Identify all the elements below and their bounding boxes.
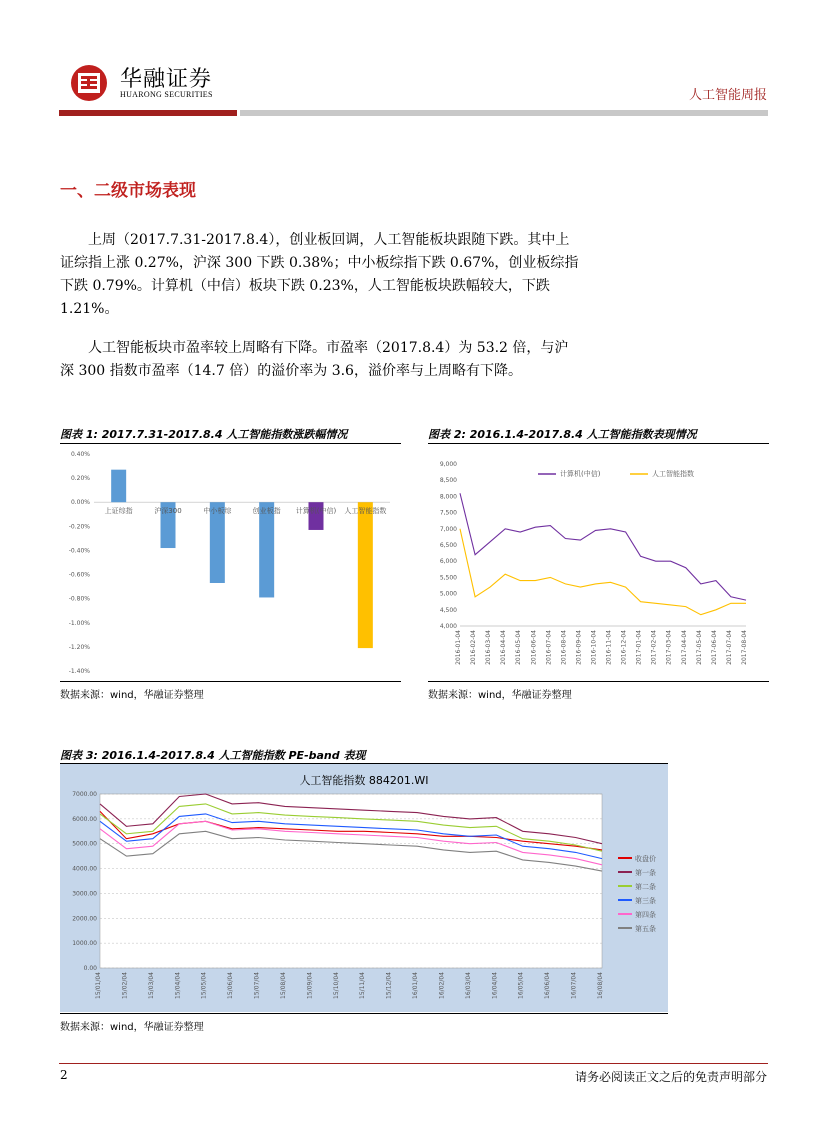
category-label: 中小板综	[203, 507, 232, 516]
y-tick-label: 5,000	[439, 590, 457, 598]
x-tick-label: 16/05/04	[517, 972, 525, 999]
bar	[358, 502, 373, 648]
company-name-en: HUARONG SECURITIES	[120, 90, 213, 99]
x-tick-label: 2017-07-04	[725, 630, 733, 665]
figure2-caption-rule	[428, 443, 769, 444]
x-tick-label: 2016-01-04	[455, 630, 462, 665]
y-tick-label: 8,000	[439, 493, 457, 501]
x-tick-label: 15/09/04	[306, 972, 314, 999]
bar	[111, 470, 126, 503]
legend-label: 第五条	[635, 925, 656, 933]
x-tick-label: 15/06/04	[227, 972, 235, 999]
report-type: 人工智能周报	[688, 88, 767, 103]
legend-label: 人工智能指数	[652, 470, 694, 478]
figure3-caption: 图表 3: 2016.1.4-2017.8.4 人工智能指数 PE-band 表现	[60, 749, 366, 762]
x-tick-label: 16/08/04	[597, 972, 604, 999]
legend-label: 第三条	[635, 897, 656, 905]
x-tick-label: 16/02/04	[438, 972, 446, 999]
y-tick-label: 4000.00	[72, 865, 97, 873]
x-tick-label: 16/04/04	[491, 972, 499, 999]
figure2-source: 数据来源：wind，华融证券整理	[428, 690, 572, 701]
x-tick-label: 2017-02-04	[650, 630, 658, 665]
x-tick-label: 15/05/04	[200, 972, 208, 999]
company-logo	[70, 64, 108, 102]
y-tick-label: 4,000	[439, 623, 457, 630]
y-tick-label: -0.20%	[68, 523, 90, 531]
x-tick-label: 2016-10-04	[590, 630, 598, 665]
paragraph-2: 人工智能板块市盈率较上周略有下降。市盈率（2017.8.4）为 53.2 倍，与沪深 300 指数市盈率（14.7 倍）的溢价率为 3.6，溢价率与上周略有下降。	[60, 340, 569, 379]
y-tick-label: 2000.00	[72, 915, 97, 923]
x-tick-label: 2016-06-04	[530, 630, 538, 665]
x-tick-label: 2017-04-04	[680, 630, 688, 665]
x-tick-label: 2017-03-04	[665, 630, 673, 665]
category-label: 沪深300	[154, 507, 182, 516]
bar	[259, 502, 274, 597]
legend-label: 第二条	[635, 883, 656, 891]
x-tick-label: 2017-06-04	[710, 630, 718, 665]
footer-rule	[59, 1063, 768, 1064]
figure2-caption: 图表 2: 2016.1.4-2017.8.4 人工智能指数表现情况	[428, 428, 697, 441]
y-tick-label: 1000.00	[72, 940, 97, 948]
category-label: 创业板指	[252, 507, 281, 516]
y-tick-label: 6,500	[439, 542, 457, 549]
x-tick-label: 2016-07-04	[545, 630, 553, 665]
y-tick-label: 0.20%	[70, 475, 90, 483]
x-tick-label: 2017-08-04	[741, 630, 748, 665]
y-tick-label: 9,000	[439, 461, 457, 468]
x-tick-label: 15/07/04	[253, 972, 261, 999]
y-tick-label: 0.40%	[70, 451, 90, 458]
legend-label: 第一条	[635, 869, 656, 877]
figure3-source: 数据来源：wind，华融证券整理	[60, 1022, 204, 1033]
x-tick-label: 15/01/04	[95, 972, 102, 999]
figure1-bottom-rule	[60, 681, 401, 682]
x-tick-label: 15/11/04	[359, 972, 367, 999]
y-tick-label: -0.40%	[68, 547, 90, 555]
y-tick-label: 7,000	[439, 525, 457, 533]
x-tick-label: 2016-03-04	[485, 630, 493, 665]
y-tick-label: 8,500	[439, 477, 457, 485]
y-tick-label: 7000.00	[72, 791, 97, 798]
x-tick-label: 2016-08-04	[560, 630, 568, 665]
y-tick-label: -1.40%	[68, 668, 90, 675]
x-tick-label: 2016-02-04	[470, 630, 478, 665]
y-tick-label: -1.00%	[68, 619, 90, 627]
x-tick-label: 15/08/04	[279, 972, 287, 999]
x-tick-label: 2016-05-04	[515, 630, 523, 665]
y-tick-label: -1.20%	[68, 643, 90, 651]
chart-title: 人工智能指数 884201.WI	[299, 774, 429, 787]
page-number: 2	[60, 1068, 68, 1082]
y-tick-label: 3000.00	[72, 890, 97, 898]
figure3-bottom-rule	[60, 1013, 668, 1014]
y-tick-label: 0.00%	[70, 499, 90, 507]
x-tick-label: 16/03/04	[464, 972, 472, 999]
x-tick-label: 16/06/04	[544, 972, 552, 999]
logo-emblem-icon	[70, 64, 108, 102]
x-tick-label: 2016-09-04	[575, 630, 583, 665]
legend-label: 计算机(中信)	[560, 470, 601, 478]
y-tick-label: -0.60%	[68, 571, 90, 579]
x-tick-label: 16/01/04	[412, 972, 420, 999]
figure2-bottom-rule	[428, 681, 769, 682]
series-line	[460, 529, 746, 615]
footer-disclaimer: 请务必阅读正文之后的免责声明部分	[574, 1070, 767, 1084]
y-tick-label: 5,500	[439, 574, 457, 582]
section-title: 一、二级市场表现	[60, 181, 196, 201]
category-label: 上证综指	[104, 507, 133, 516]
header-rule-red	[59, 110, 237, 116]
x-tick-label: 15/03/04	[147, 972, 155, 999]
x-tick-label: 15/04/04	[174, 972, 182, 999]
legend-label: 第四条	[635, 911, 656, 919]
x-tick-label: 2017-05-04	[695, 630, 703, 665]
category-label: 计算机(中信)	[295, 507, 337, 516]
y-tick-label: -0.80%	[68, 595, 90, 603]
legend-label: 收盘价	[635, 855, 656, 863]
x-tick-label: 2016-11-04	[605, 630, 613, 665]
x-tick-label: 2016-12-04	[620, 630, 628, 665]
y-tick-label: 6,000	[439, 558, 457, 566]
company-name-cn: 华融证券	[120, 67, 213, 92]
y-tick-label: 5000.00	[72, 840, 97, 848]
figure1-caption-rule	[60, 443, 401, 444]
chart1	[60, 446, 401, 678]
x-tick-label: 15/02/04	[121, 972, 129, 999]
series-line	[460, 493, 746, 600]
x-tick-label: 2016-04-04	[500, 630, 508, 665]
x-tick-label: 15/12/04	[385, 972, 393, 999]
chart2	[428, 446, 769, 678]
y-tick-label: 6000.00	[72, 815, 97, 823]
y-tick-label: 0.00	[83, 965, 97, 972]
header-rule-gray	[240, 110, 768, 116]
paragraph-1: 上周（2017.7.31-2017.8.4），创业板回调，人工智能板块跟随下跌。其中上证综指上涨 0.27%，沪深 300 下跌 0.38%；中小板综指下跌 0.67%，创业板综指下跌 0.79%。计算机（中信）板块下跌 0.23%，人工智能板块跌幅较大，下跌 1.21%。	[60, 232, 579, 317]
x-tick-label: 2017-01-04	[635, 630, 643, 665]
y-tick-label: 4,500	[439, 606, 457, 614]
figure1-caption: 图表 1: 2017.7.31-2017.8.4 人工智能指数涨跌幅情况	[60, 428, 348, 441]
x-tick-label: 16/07/04	[570, 972, 578, 999]
chart3	[60, 764, 668, 1012]
x-tick-label: 15/10/04	[332, 972, 340, 999]
figure1-source: 数据来源：wind，华融证券整理	[60, 690, 204, 701]
category-label: 人工智能指数	[344, 507, 387, 516]
y-tick-label: 7,500	[439, 509, 457, 517]
